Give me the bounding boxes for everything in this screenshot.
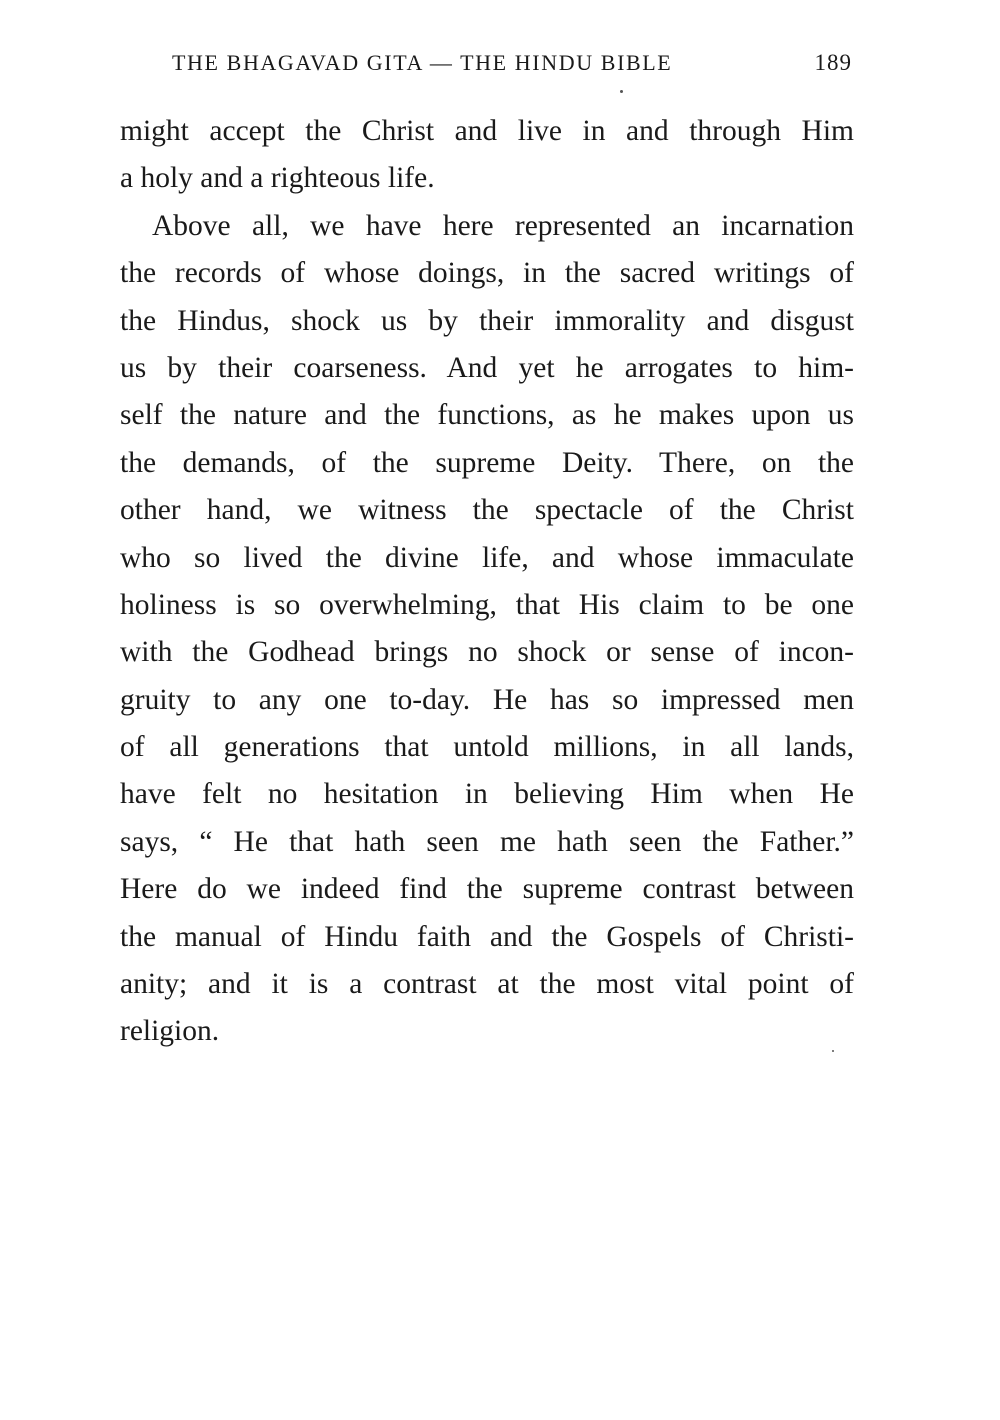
text-line: Here do we indeed find the supreme contrast between [120,873,854,906]
page-number: 189 [814,50,852,75]
text-line: have felt no hesitation in believing Him when He [120,778,854,811]
text-line: the Hindus, shock us by their immorality and disgust [120,304,854,337]
running-head [120,50,852,80]
running-title: THE BHAGAVAD GITA — THE HINDU BIBLE [172,50,673,75]
text-line: says, “ He that hath seen me hath seen the Father.” [120,825,854,858]
text-line: anity; and it is a contrast at the most vital point of [120,968,854,1001]
print-speck [832,1050,834,1052]
text-line: the demands, of the supreme Deity. There, on the [120,446,854,479]
text-line: religion. [120,1015,220,1048]
text-line: the manual of Hindu faith and the Gospels of Christi- [120,920,854,953]
text-line: of all generations that untold millions, in all lands, [120,731,854,764]
text-line: gruity to any one to-day. He has so impressed men [120,683,854,716]
text-line: Above all, we have here represented an incarnation [152,209,854,242]
text-line: the records of whose doings, in the sacred writings of [120,257,854,290]
print-speck [620,90,623,93]
body-text [120,108,854,1056]
text-line: with the Godhead brings no shock or sense of incon- [120,636,854,669]
text-line: who so lived the divine life, and whose immaculate [120,541,854,574]
text-line: holiness is so overwhelming, that His claim to be one [120,588,854,621]
text-line: a holy and a righteous life. [120,162,435,195]
text-line: other hand, we witness the spectacle of the Christ [120,494,854,527]
text-line: might accept the Christ and live in and through Him [120,115,854,147]
text-line: self the nature and the functions, as he makes upon us [120,399,854,432]
text-line: us by their coarseness. And yet he arrogates to him- [120,351,854,384]
